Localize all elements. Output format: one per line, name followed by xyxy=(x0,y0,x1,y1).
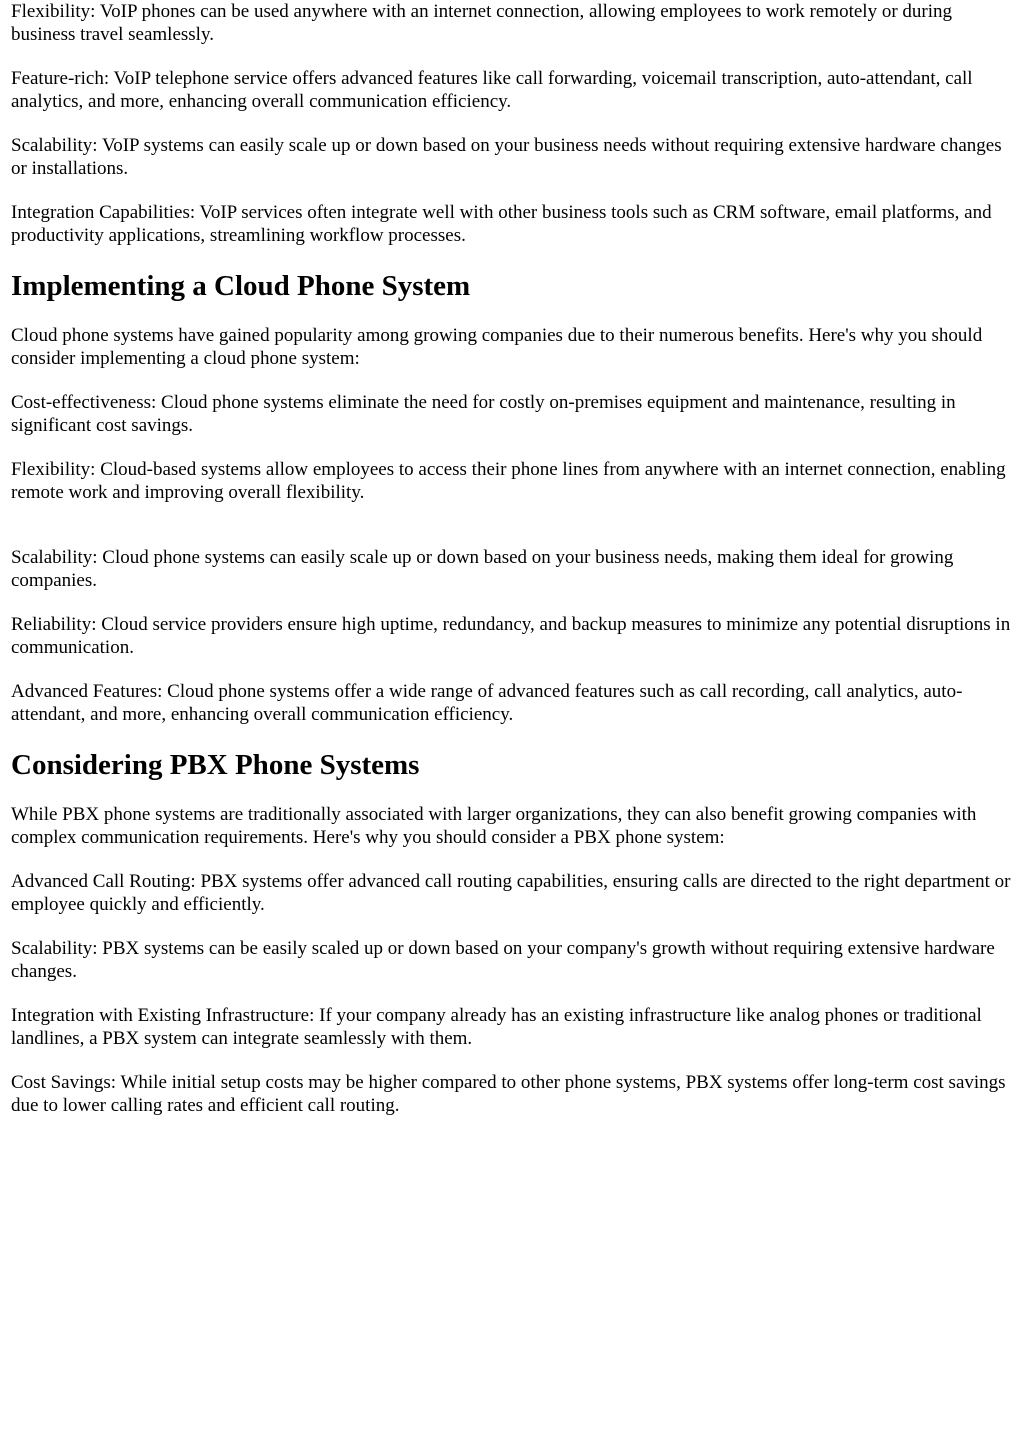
paragraph-pbx-scalability: Scalability: PBX systems can be easily scaled up or down based on your company's growth without requiring extensive hardware changes. xyxy=(11,938,995,982)
paragraph-pbx-cost-savings: Cost Savings: While initial setup costs may be higher compared to other phone systems, PBX systems offer long-term cost savings due to lower calling rates and efficient call routing. xyxy=(11,1072,1006,1116)
paragraph-cloud-intro: Cloud phone systems have gained popularity among growing companies due to their numerous benefits. Here's why you should consider implementing a cloud phone system: xyxy=(11,325,983,369)
paragraph-pbx-call-routing: Advanced Call Routing: PBX systems offer advanced call routing capabilities, ensuring calls are directed to the right department or employee quickly and efficiently. xyxy=(11,871,1011,915)
paragraph-cloud-cost: Cost-effectiveness: Cloud phone systems eliminate the need for costly on-premises equipment and maintenance, resulting in significant cost savings. xyxy=(11,392,956,436)
paragraph-voip-integration: Integration Capabilities: VoIP services often integrate well with other business tools such as CRM software, email platforms, and productivity applications, streamlining workflow processes. xyxy=(11,202,992,246)
paragraph-pbx-integration: Integration with Existing Infrastructure: If your company already has an existing infrastructure like analog phones or traditional landlines, a PBX system can integrate seamlessly with them. xyxy=(11,1005,982,1049)
heading-pbx-phone-systems: Considering PBX Phone Systems xyxy=(11,749,420,781)
paragraph-pbx-intro: While PBX phone systems are traditionally associated with larger organizations, they can also benefit growing companies with complex communication requirements. Here's why you should consider a PBX phone system: xyxy=(11,804,977,848)
paragraph-voip-scalability: Scalability: VoIP systems can easily scale up or down based on your business needs without requiring extensive hardware changes or installations. xyxy=(11,135,1002,179)
paragraph-cloud-reliability: Reliability: Cloud service providers ensure high uptime, redundancy, and backup measures to minimize any potential disruptions in communication. xyxy=(11,614,1011,658)
paragraph-voip-feature-rich: Feature-rich: VoIP telephone service offers advanced features like call forwarding, voicemail transcription, auto-attendant, call analytics, and more, enhancing overall communication efficiency. xyxy=(11,68,973,112)
paragraph-cloud-flexibility: Flexibility: Cloud-based systems allow employees to access their phone lines from anywhere with an internet connection, enabling remote work and improving overall flexibility. xyxy=(11,459,1006,503)
heading-cloud-phone-system: Implementing a Cloud Phone System xyxy=(11,270,471,302)
paragraph-cloud-scalability: Scalability: Cloud phone systems can easily scale up or down based on your business needs, making them ideal for growing companies. xyxy=(11,547,954,591)
paragraph-cloud-advanced-features: Advanced Features: Cloud phone systems offer a wide range of advanced features such as call recording, call analytics, auto-attendant, and more, enhancing overall communication efficiency. xyxy=(11,681,963,725)
paragraph-voip-flexibility: Flexibility: VoIP phones can be used anywhere with an internet connection, allowing employees to work remotely or during business travel seamlessly. xyxy=(11,1,953,45)
